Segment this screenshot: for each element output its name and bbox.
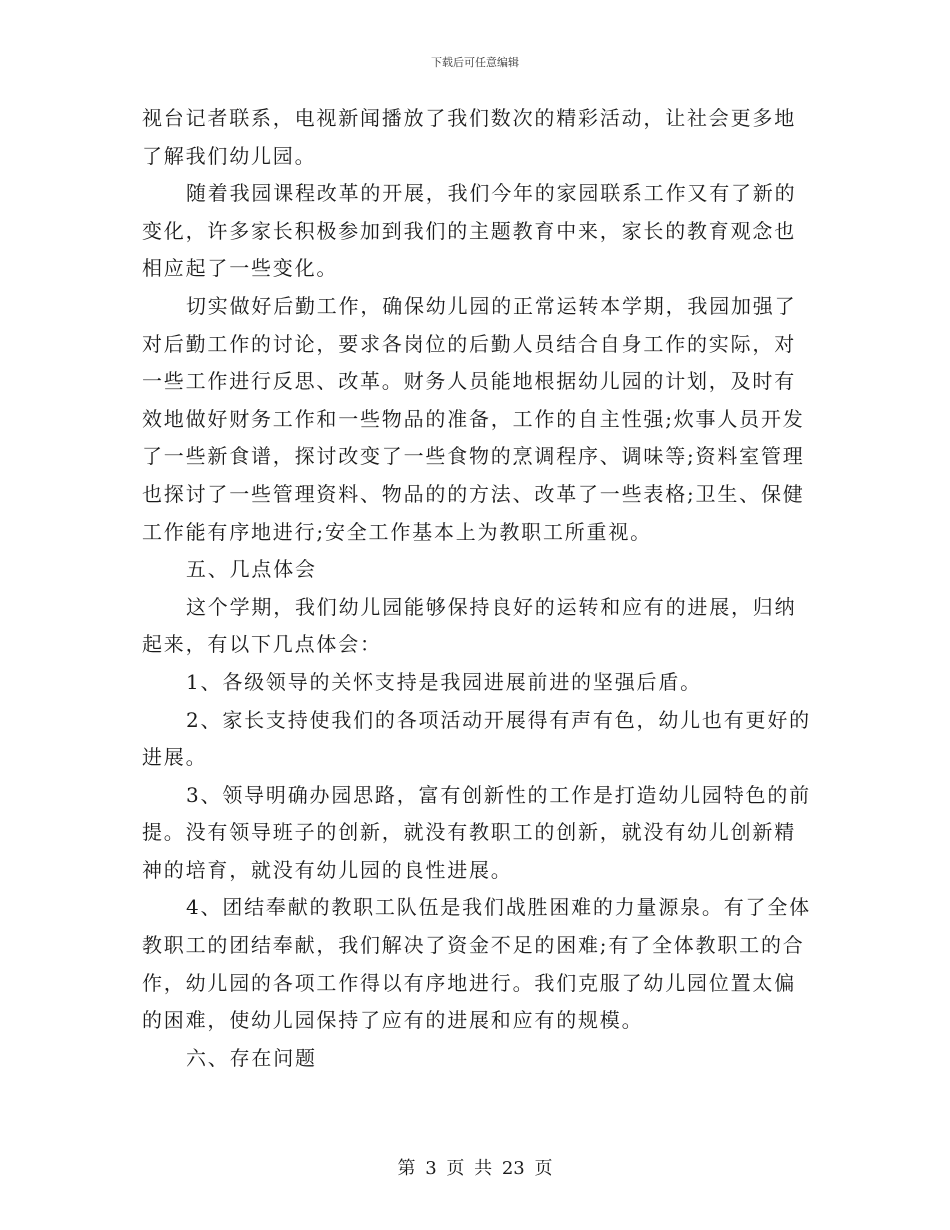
text-line: 作，幼儿园的各项工作得以有序地进行。我们克服了幼儿园位置太偏 [142, 970, 796, 995]
text-line: 切实做好后勤工作，确保幼儿园的正常运转本学期，我园加强了 [186, 293, 797, 318]
text-line: 也探讨了一些管理资料、物品的的方法、改革了一些表格;卫生、保健 [142, 481, 805, 506]
text-line: 工作能有序地进行;安全工作基本上为教职工所重视。 [142, 519, 652, 544]
text-line: 六、存在问题 [186, 1045, 317, 1070]
text-line: 2、家长支持使我们的各项活动开展得有声有色，幼儿也有更好的 [186, 707, 811, 732]
text-line: 进展。 [142, 745, 208, 770]
text-line: 3、领导明确办园思路，富有创新性的工作是打造幼儿园特色的前 [186, 782, 811, 807]
text-line: 4、团结奉献的教职工队伍是我们战胜困难的力量源泉。有了全体 [186, 895, 811, 920]
page-header: 下载后可任意编辑 [431, 56, 519, 69]
text-line: 的困难，使幼儿园保持了应有的进展和应有的规模。 [142, 1008, 644, 1033]
text-line: 起来，有以下几点体会： [142, 632, 382, 657]
text-line: 视台记者联系，电视新闻播放了我们数次的精彩活动，让社会更多地 [142, 106, 796, 130]
text-line: 变化，许多家长积极参加到我们的主题教育中来，家长的教育观念也 [142, 218, 796, 243]
text-line: 了一些新食谱，探讨改变了一些食物的烹调程序、调味等;资料室管理 [142, 444, 805, 469]
document-body [142, 100, 810, 1077]
text-line: 五、几点体会 [186, 557, 317, 582]
text-line: 提。没有领导班子的创新，就没有教职工的创新，就没有幼儿创新精 [142, 820, 796, 845]
text-line: 教职工的团结奉献，我们解决了资金不足的困难;有了全体教职工的合 [142, 933, 805, 958]
page-footer: 第 3 页 共 23 页 [397, 1158, 553, 1179]
text-line: 对后勤工作的讨论，要求各岗位的后勤人员结合自身工作的实际，对 [142, 331, 796, 356]
text-line: 神的培育，就没有幼儿园的良性进展。 [142, 857, 513, 882]
text-line: 了解我们幼儿园。 [142, 143, 317, 168]
text-line: 相应起了一些变化。 [142, 256, 339, 281]
text-line: 这个学期，我们幼儿园能够保持良好的运转和应有的进展，归纳 [186, 594, 797, 619]
text-line: 1、各级领导的关怀支持是我园进展前进的坚强后盾。 [186, 669, 702, 694]
text-line: 效地做好财务工作和一些物品的准备，工作的自主性强;炊事人员开发 [142, 406, 805, 431]
text-line: 随着我园课程改革的开展，我们今年的家园联系工作又有了新的 [186, 181, 797, 206]
text-line: 一些工作进行反思、改革。财务人员能地根据幼儿园的计划，及时有 [142, 369, 796, 394]
